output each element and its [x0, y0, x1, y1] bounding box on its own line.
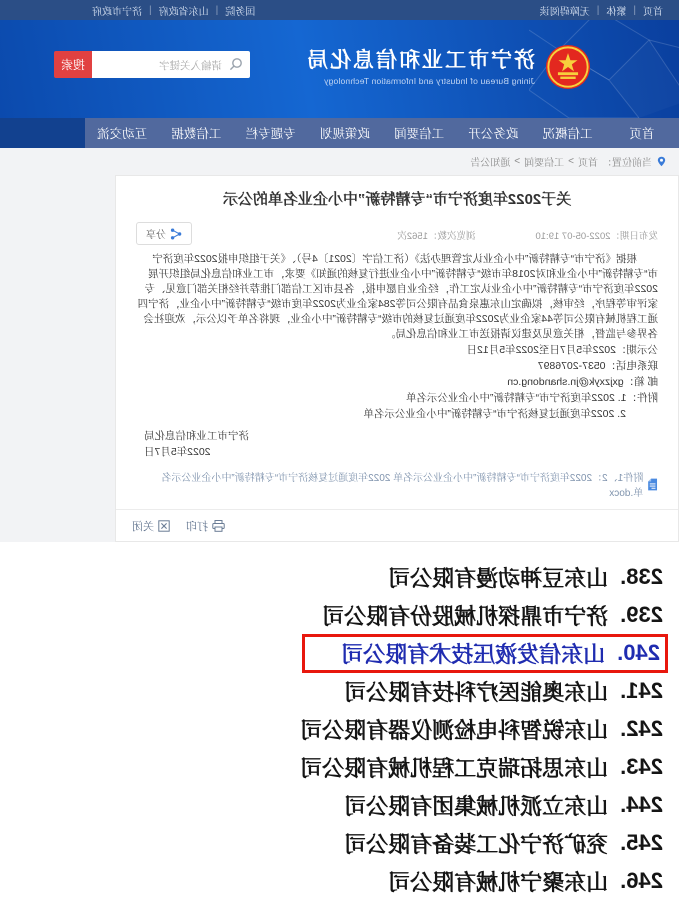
- content-area: [0, 148, 679, 542]
- topbar-link-traditional[interactable]: 繁体: [606, 6, 627, 18]
- breadcrumb-news[interactable]: 工信要闻: [524, 158, 565, 169]
- site-title-block: [305, 48, 535, 86]
- article-card: [115, 175, 679, 542]
- company-number: 238.: [620, 564, 663, 589]
- signature-org: 济宁市工业和信息化局: [144, 430, 249, 442]
- article-meta: [136, 224, 658, 246]
- print-button[interactable]: [186, 518, 225, 534]
- view-count: 浏览次数：1562次: [397, 231, 476, 242]
- company-row: [0, 862, 663, 900]
- close-icon: [158, 520, 170, 532]
- site-title: 济宁市工业和信息化局: [305, 49, 535, 72]
- site-banner: [0, 20, 679, 118]
- article-paragraph: 根据《济宁市“专精特新”中小企业认定管理办法》（济工信字〔2021〕4号）、《关于组织申报2022年度济宁市“专精特新”中小企业和对2018年市级“专精特新”中小企业进行复核的通知》要求，市工业和信息化局组织开展2022年度济宁市“专精特新”中小企业认定工作，经企业自愿申报，各县市区工信部门推荐并经相关部门意见、专家评审等程序，经审核，拟确定山东惠泉食品有限公司等284家企业为2022年度市级“专精特新”中小企业，济宁四通工程机械有限公司等44家企业为2022年度通过复核的市级“专精特新”中小企业，现将名单予以公示，欢迎社会各界参与监督，相关意见及建议请报送市工业和信息化局。: [137, 253, 658, 340]
- publicity-period-line: 公示期：2022年5月7日至2022年5月12日: [466, 344, 658, 356]
- company-name: 山东锐智科电检测仪器有限公司: [300, 717, 609, 743]
- breadcrumb-prefix: 当前位置：: [602, 158, 652, 169]
- search-input[interactable]: [94, 51, 224, 80]
- company-number: 243.: [620, 754, 663, 779]
- site-brand: [305, 44, 591, 90]
- main-nav: [85, 118, 679, 148]
- topbar-link-state-council[interactable]: 国务院: [225, 6, 256, 18]
- nav-row: [0, 118, 679, 148]
- company-number: 244.: [620, 792, 663, 817]
- share-label: 分享: [146, 230, 166, 241]
- company-row: [0, 596, 663, 634]
- company-name: 兖矿济宁化工装备有限公司: [344, 831, 609, 857]
- company-row: [0, 710, 663, 748]
- location-icon: [656, 156, 667, 167]
- national-emblem-icon: [545, 44, 591, 90]
- close-label: 关闭: [132, 520, 154, 533]
- search-button[interactable]: 搜索: [54, 51, 92, 78]
- company-number: 241.: [620, 678, 663, 703]
- search-box: [54, 51, 250, 78]
- signature-date: 2022年5月7日: [144, 446, 211, 458]
- topbar-link-accessibility[interactable]: 无障碍阅读: [539, 6, 590, 18]
- separator: |: [215, 4, 219, 16]
- nav-item-home[interactable]: 首页: [629, 127, 655, 141]
- company-name: 山东立派机械集团有限公司: [344, 793, 609, 819]
- separator: |: [149, 4, 152, 16]
- company-row: [0, 558, 663, 596]
- company-row: [0, 748, 663, 786]
- breadcrumb-home[interactable]: 首页: [578, 158, 598, 169]
- share-button[interactable]: [136, 222, 192, 245]
- company-name: 山东豆神动漫有限公司: [388, 565, 609, 591]
- print-label: 打印: [186, 520, 208, 533]
- company-name: 山东信发液压技术有限公司: [341, 641, 606, 667]
- company-list-section: [0, 542, 679, 900]
- company-row: [0, 672, 663, 710]
- attachment-list-line-1: 附件：1. 2022年度济宁市“专精特新”中小企业公示名单: [405, 392, 658, 404]
- top-utility-bar: [0, 0, 679, 20]
- attachment-link-label: 附件1、2：2022年度济宁市“专精特新”中小企业公示名单 2022年度通过复核济宁市“专精特新”中小企业公示名单.docx: [161, 473, 644, 499]
- red-highlight-box: [302, 634, 668, 673]
- separator: |: [633, 4, 636, 16]
- separator: |: [596, 4, 600, 16]
- search-icon: [229, 57, 243, 71]
- company-name: 济宁市鼎探机械股份有限公司: [322, 603, 609, 629]
- breadcrumb: [0, 148, 679, 175]
- article-footer: [116, 509, 678, 541]
- company-row: [0, 786, 663, 824]
- company-name: 山东思拓瑞克工程机械有限公司: [300, 755, 609, 781]
- email-line: 邮 箱：gxjzxyk@jn.shandong.cn: [507, 376, 658, 388]
- topbar-link-shandong-gov[interactable]: 山东省政府: [158, 6, 209, 18]
- company-name: 山东奥能医疗科技有限公司: [344, 679, 609, 705]
- nav-item-special[interactable]: 专题专栏: [245, 127, 296, 141]
- topbar-link-home[interactable]: 首页: [643, 6, 663, 18]
- share-icon: [170, 228, 182, 240]
- article-title: 关于2022年度济宁市“专精特新”中小企业名单的公示: [222, 191, 572, 208]
- company-number: 242.: [620, 716, 663, 741]
- article-body: [136, 252, 658, 499]
- nav-item-overview[interactable]: 工信概况: [542, 127, 593, 141]
- breadcrumb-separator: >: [568, 156, 574, 167]
- contact-phone-line: 联系电话：0537-2076897: [537, 360, 658, 372]
- company-number: 239.: [620, 602, 663, 627]
- breadcrumb-current: 通知公告: [470, 158, 511, 169]
- company-number: 246.: [620, 868, 663, 893]
- nav-item-data[interactable]: 工信数据: [171, 127, 222, 141]
- nav-item-policy[interactable]: 政策规划: [319, 127, 370, 141]
- nav-item-interaction[interactable]: 互动交流: [97, 127, 148, 141]
- printer-icon: [212, 520, 225, 532]
- search-field-wrap: [92, 51, 250, 78]
- company-row-highlighted: [0, 634, 663, 672]
- attachment-download-link[interactable]: [136, 469, 658, 499]
- company-number: 245.: [620, 830, 663, 855]
- doc-file-icon: [647, 478, 658, 491]
- attachment-list-line-2: 2. 2022年度通过复核济宁市“专精特新”中小企业公示名单: [363, 408, 626, 420]
- topbar-left-links: [540, 3, 663, 18]
- company-row: [0, 824, 663, 862]
- publish-date: 发布日期：2022-05-07 19:10: [535, 231, 658, 242]
- nav-item-news[interactable]: 工信要闻: [394, 127, 445, 141]
- close-button[interactable]: [132, 518, 170, 534]
- company-name: 山东聚宁机械有限公司: [388, 869, 609, 895]
- topbar-link-jining-gov[interactable]: 济宁市政府: [92, 6, 142, 18]
- site-subtitle: Jining Bureau of Industry and Information Technology: [323, 76, 535, 86]
- breadcrumb-separator: >: [514, 156, 521, 167]
- company-number: 240.: [617, 640, 660, 665]
- nav-item-gov-open[interactable]: 政务公开: [468, 127, 519, 141]
- topbar-right-links: [92, 3, 255, 18]
